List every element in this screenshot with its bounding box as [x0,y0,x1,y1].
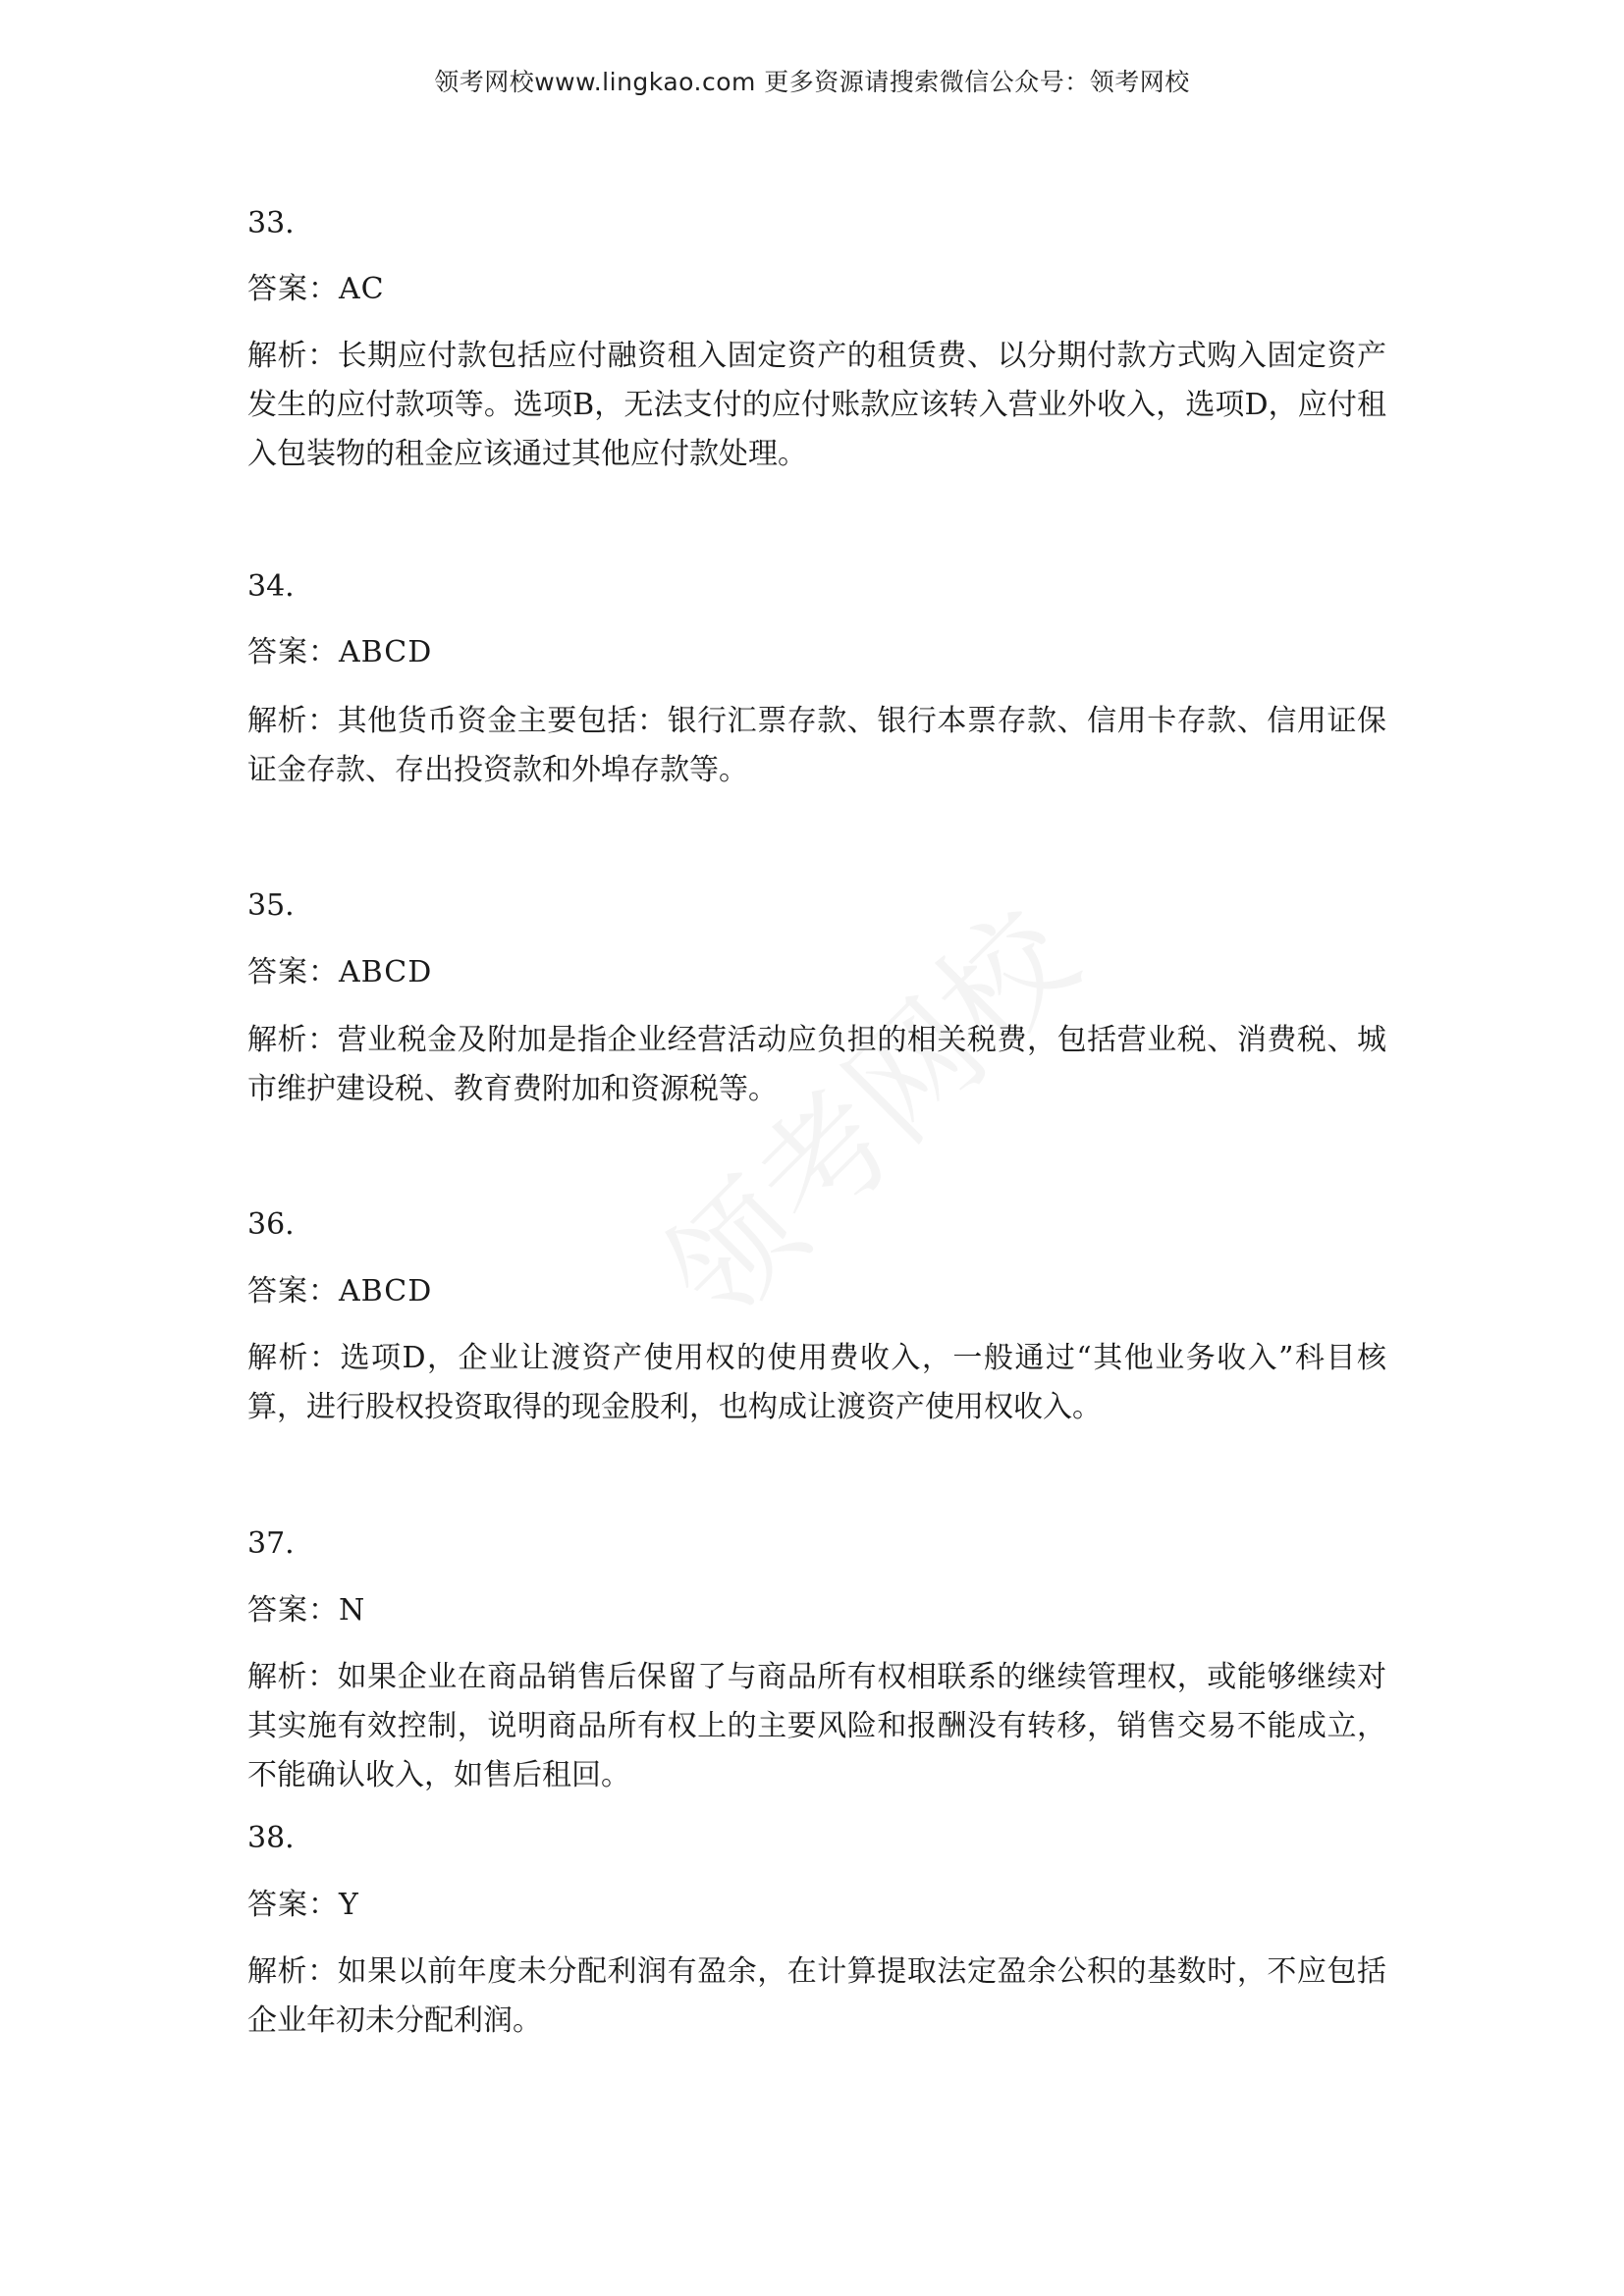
answer-line: 答案：ABCD [247,955,433,989]
question-number: 34. [247,569,295,604]
answer-line: 答案：ABCD [247,635,433,669]
answer-line: 答案：ABCD [247,1274,433,1308]
explanation-text: 解析：长期应付款包括应付融资租入固定资产的租赁费、以分期付款方式购入固定资产发生的应付款项等。选项B，无法支付的应付账款应该转入营业外收入，选项D，应付租入包装物的租金应该通过其他应付款处理。 [247,339,1386,471]
answer-line: 答案：N [247,1593,366,1628]
answer-line: 答案：AC [247,272,385,306]
explanation-text: 解析：其他货币资金主要包括：银行汇票存款、银行本票存款、信用卡存款、信用证保证金存款、存出投资款和外埠存款等。 [247,704,1386,787]
explanation-text: 解析：营业税金及附加是指企业经营活动应负担的相关税费，包括营业税、消费税、城市维护建设税、教育费附加和资源税等。 [247,1023,1386,1106]
explanation-text: 解析：如果企业在商品销售后保留了与商品所有权相联系的继续管理权，或能够继续对其实施有效控制，说明商品所有权上的主要风险和报酬没有转移，销售交易不能成立，不能确认收入，如售后租回。 [247,1660,1386,1792]
explanation-text: 解析：选项D，企业让渡资产使用权的使用费收入，一般通过“其他业务收入”科目核算，进行股权投资取得的现金股利，也构成让渡资产使用权收入。 [247,1341,1386,1424]
explanation-text: 解析：如果以前年度未分配利润有盈余，在计算提取法定盈余公积的基数时，不应包括企业年初未分配利润。 [247,1954,1386,2038]
question-number: 36. [247,1207,295,1242]
question-number: 35. [247,888,295,923]
question-number: 37. [247,1526,295,1561]
page-header: 领考网校www.lingkao.com 更多资源请搜索微信公众号：领考网校 [434,68,1190,96]
question-number: 33. [247,206,295,240]
question-number: 38. [247,1821,295,1855]
answer-line: 答案：Y [247,1888,359,1922]
